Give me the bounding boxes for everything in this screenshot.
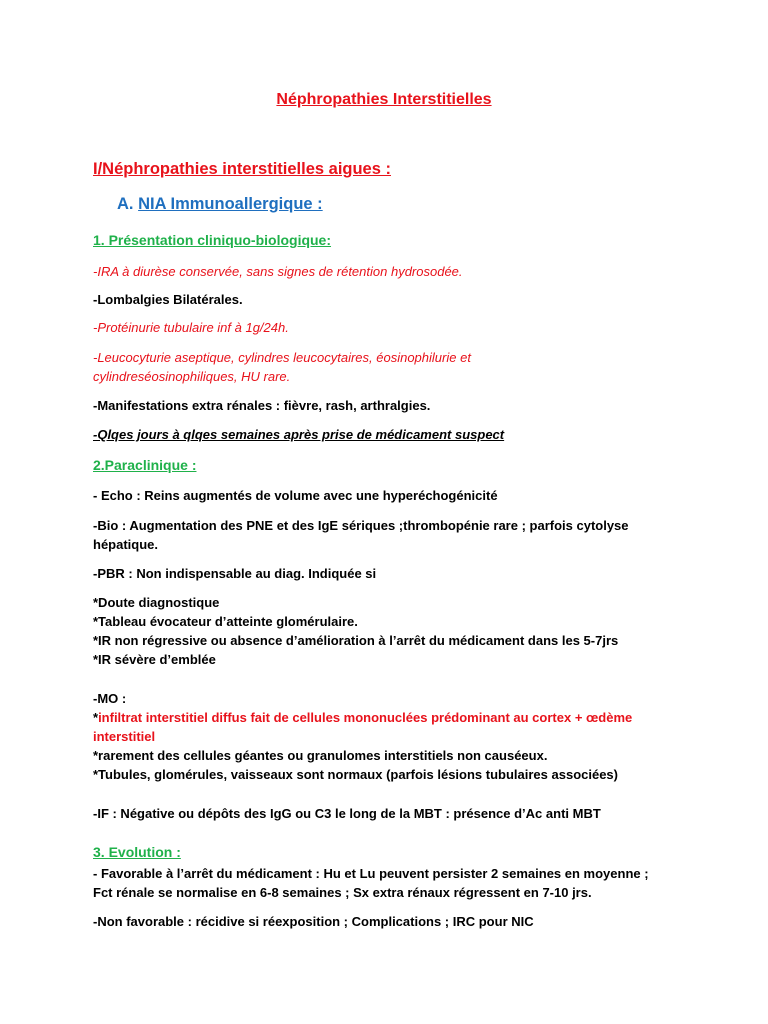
bio-line-2: hépatique. bbox=[93, 537, 159, 552]
bio-line-1: -Bio : Augmentation des PNE et des IgE sériques ;thrombopénie rare ; parfois cytolyse bbox=[93, 518, 629, 533]
pbr-item: *Doute diagnostique bbox=[93, 595, 220, 610]
if-line: -IF : Négative ou dépôts des IgG ou C3 le long de la MBT : présence d’Ac anti MBT bbox=[93, 806, 601, 821]
echo-line: - Echo : Reins augmentés de volume avec une hyperéchogénicité bbox=[93, 488, 498, 503]
delai-line: -Qlqes jours à qlqes semaines après prise de médicament suspect bbox=[93, 427, 505, 442]
mo-line: -MO : bbox=[93, 691, 127, 706]
pbr-item: *IR non régressive ou absence d’amélioration à l’arrêt du médicament dans les 5-7jrs bbox=[93, 633, 619, 648]
mo-infiltrat-line-2: interstitiel bbox=[93, 729, 156, 744]
pbr-item: *Tableau évocateur d’atteinte glomérulaire. bbox=[93, 614, 358, 629]
mo-infiltrat-line-1 bbox=[93, 708, 748, 727]
subsection-label: NIA Immunoallergique : bbox=[138, 195, 323, 213]
leucocyturie-line-2: cylindreséosinophiliques, HU rare. bbox=[93, 369, 291, 384]
lombalgies-line: -Lombalgies Bilatérales. bbox=[93, 292, 243, 307]
mo-tubules-line: *Tubules, glomérules, vaisseaux sont normaux (parfois lésions tubulaires associées) bbox=[93, 767, 618, 782]
non-favorable-line: -Non favorable : récidive si réexposition ; Complications ; IRC pour NIC bbox=[93, 914, 534, 929]
evolution-heading: 3. Evolution : bbox=[93, 844, 181, 860]
leucocyturie-line-1: -Leucocyturie aseptique, cylindres leucocytaires, éosinophilurie et bbox=[93, 350, 471, 365]
ira-line: -IRA à diurèse conservée, sans signes de rétention hydrosodée. bbox=[93, 264, 463, 279]
pbr-line: -PBR : Non indispensable au diag. Indiquée si bbox=[93, 566, 377, 581]
manifestations-line: -Manifestations extra rénales : fièvre, rash, arthralgies. bbox=[93, 398, 431, 413]
favorable-line-1: - Favorable à l’arrêt du médicament : Hu et Lu peuvent persister 2 semaines en moyenne ; bbox=[93, 866, 649, 881]
paraclinique-heading: 2.Paraclinique : bbox=[93, 457, 197, 473]
section-heading: I/Néphropathies interstitielles aigues : bbox=[93, 160, 391, 178]
mo-rare-line: *rarement des cellules géantes ou granulomes interstitiels non causéeux. bbox=[93, 748, 548, 763]
mo-infiltrat-text: infiltrat interstitiel diffus fait de cellules mononuclées prédominant au cortex + œdème bbox=[98, 710, 633, 725]
presentation-heading: 1. Présentation cliniquo-biologique: bbox=[93, 232, 332, 248]
pbr-item: *IR sévère d’emblée bbox=[93, 652, 216, 667]
page-title: Néphropathies Interstitielles bbox=[276, 91, 492, 108]
subsection-heading bbox=[117, 195, 748, 214]
proteinurie-line: -Protéinurie tubulaire inf à 1g/24h. bbox=[93, 320, 289, 335]
favorable-line-2: Fct rénale se normalise en 6-8 semaines ; Sx extra rénaux régressent en 7-10 jrs. bbox=[93, 885, 592, 900]
subsection-letter: A. bbox=[117, 195, 134, 213]
mo-star: * bbox=[93, 710, 99, 725]
